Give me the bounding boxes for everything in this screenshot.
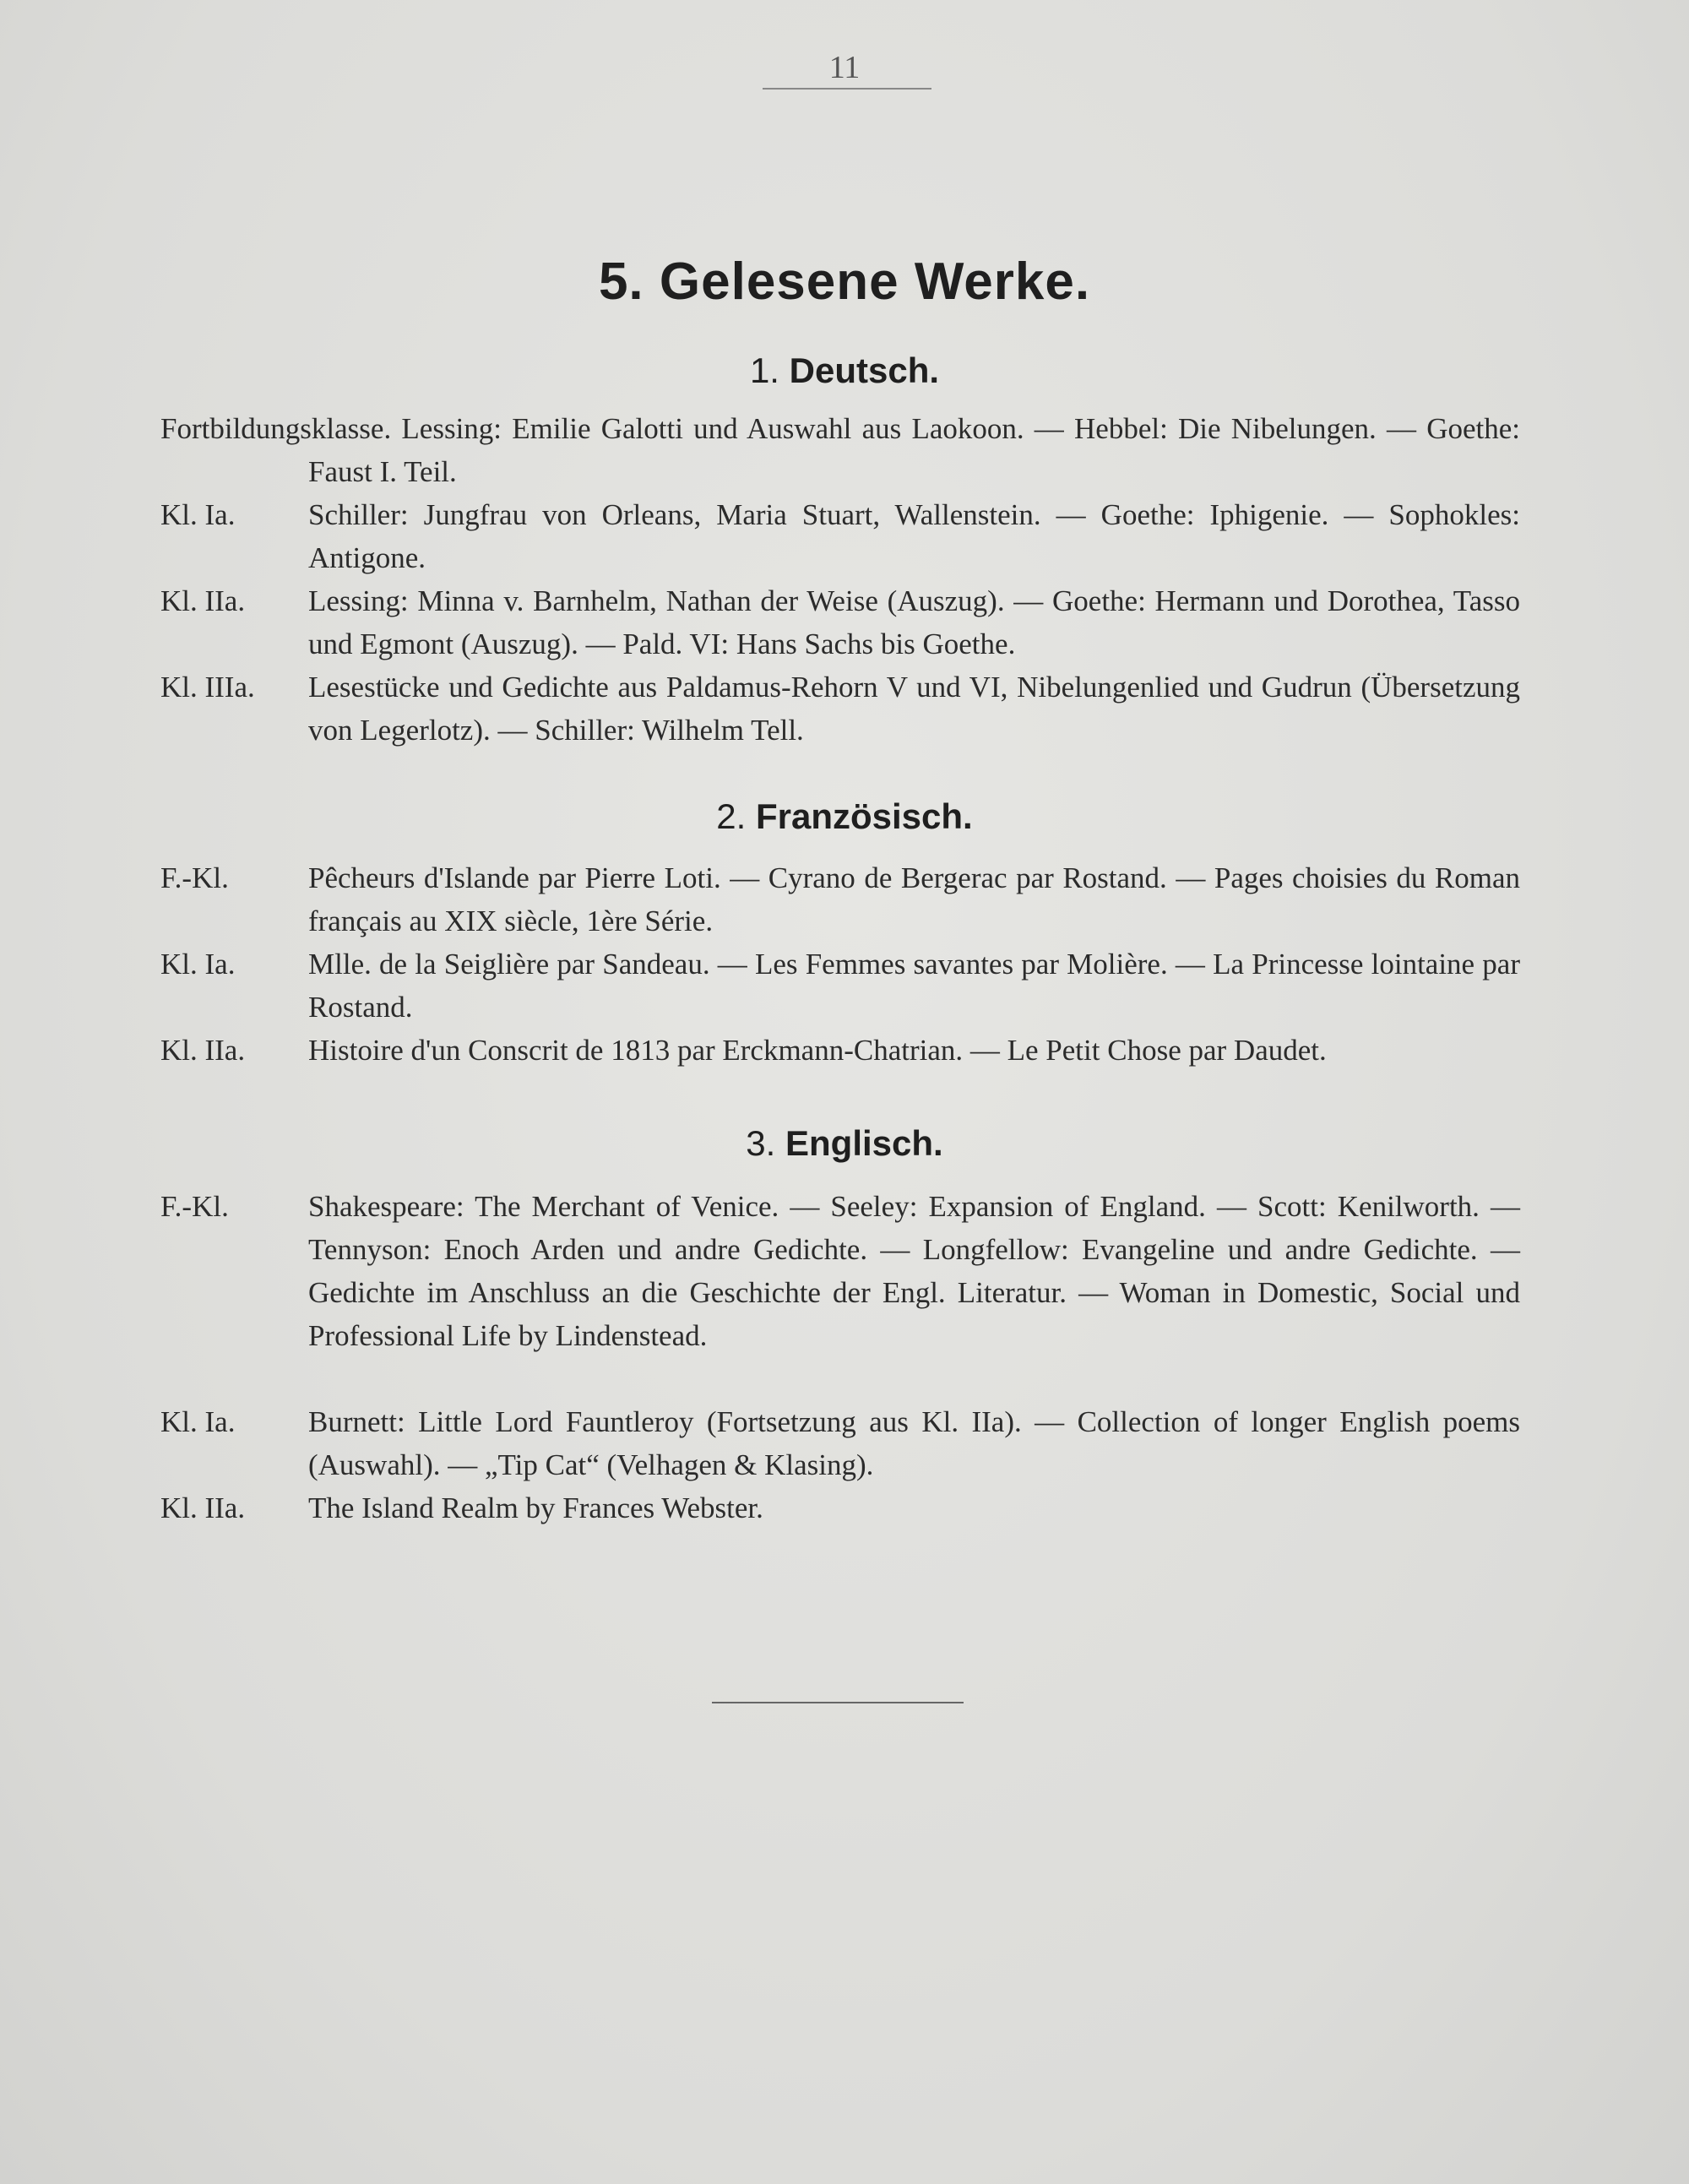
entry-englisch-kl-iia	[160, 1486, 1520, 1529]
class-label: Kl. IIa.	[160, 1034, 246, 1067]
entry-deutsch-kl-iiia	[160, 666, 1520, 752]
class-label: Kl. Ia.	[160, 948, 236, 981]
section-number: 1.	[749, 350, 779, 390]
entry-text: Mlle. de la Seiglière par Sandeau. — Les Femmes savantes par Molière. — La Princesse lointaine par Rostand.	[308, 948, 1520, 1024]
entry-franzoesisch-kl-iia	[160, 1029, 1520, 1072]
entry-text: Pêcheurs d'Islande par Pierre Loti. — Cyrano de Bergerac par Rostand. — Pages choisies du Roman français au XIX siècle, 1ère Série.	[308, 861, 1520, 937]
section-number: 3.	[746, 1123, 776, 1163]
section-heading-franzoesisch	[0, 796, 1689, 837]
class-label: Fortbildungsklasse.	[160, 412, 392, 445]
entry-text: Lessing: Emilie Galotti und Auswahl aus Laokoon. — Hebbel: Die Nibelungen. — Goethe: Faust I. Teil.	[308, 412, 1521, 488]
page-title: 5. Gelesene Werke.	[598, 253, 1091, 311]
entry-text: Histoire d'un Conscrit de 1813 par Erckmann-Chatrian. — Le Petit Chose par Daudet.	[308, 1034, 1327, 1067]
entry-text: Shakespeare: The Merchant of Venice. — Seeley: Expansion of England. — Scott: Kenilworth. — Tennyson: Enoch Arden und andre Gedichte. — Longfellow: Evangeline und andre Gedichte. — Gedichte im Anschluss an die Geschichte der Engl. Literatur. — Woman in Domestic, Social und Professional Life by Lindenstead.	[308, 1190, 1520, 1352]
entry-deutsch-kl-ia	[160, 493, 1520, 579]
entry-franzoesisch-f-kl	[160, 856, 1520, 943]
class-label: Kl. IIIa.	[160, 671, 255, 704]
class-label: Kl. IIa.	[160, 584, 246, 617]
entry-englisch-f-kl	[160, 1185, 1520, 1357]
class-label: F.-Kl.	[160, 1190, 229, 1223]
section-number: 2.	[716, 796, 747, 836]
entry-englisch-kl-ia	[160, 1400, 1520, 1486]
entry-text: Burnett: Little Lord Fauntleroy (Fortsetzung aus Kl. IIa). — Collection of longer English poems (Auswahl). — „Tip Cat“ (Velhagen & Klasing).	[308, 1405, 1520, 1481]
section-name: Französisch.	[755, 796, 973, 836]
entry-text: Lesestücke und Gedichte aus Paldamus-Rehorn V und VI, Nibelungenlied und Gudrun (Übersetzung von Legerlotz). — Schiller: Wilhelm Tell.	[308, 671, 1520, 747]
entry-franzoesisch-kl-ia	[160, 943, 1520, 1029]
section-heading-deutsch	[0, 350, 1689, 391]
entry-text: Lessing: Minna v. Barnhelm, Nathan der Weise (Auszug). — Goethe: Hermann und Dorothea, Tasso und Egmont (Auszug). — Pald. VI: Hans Sachs bis Goethe.	[308, 584, 1520, 660]
class-label: F.-Kl.	[160, 861, 229, 894]
entry-deutsch-kl-iia	[160, 579, 1520, 666]
section-name: Englisch.	[785, 1123, 943, 1163]
class-label: Kl. Ia.	[160, 1405, 236, 1438]
entry-text: The Island Realm by Frances Webster.	[308, 1491, 763, 1524]
page-number-rule	[763, 88, 931, 90]
section-heading-englisch	[0, 1123, 1689, 1164]
entry-text: Schiller: Jungfrau von Orleans, Maria Stuart, Wallenstein. — Goethe: Iphigenie. — Sophokles: Antigone.	[308, 498, 1520, 574]
page-number: 11	[828, 50, 861, 85]
section-name: Deutsch.	[789, 350, 940, 390]
entry-deutsch-fortbildungsklasse	[160, 407, 1520, 493]
class-label: Kl. Ia.	[160, 498, 236, 531]
end-rule	[712, 1702, 964, 1703]
class-label: Kl. IIa.	[160, 1491, 246, 1524]
